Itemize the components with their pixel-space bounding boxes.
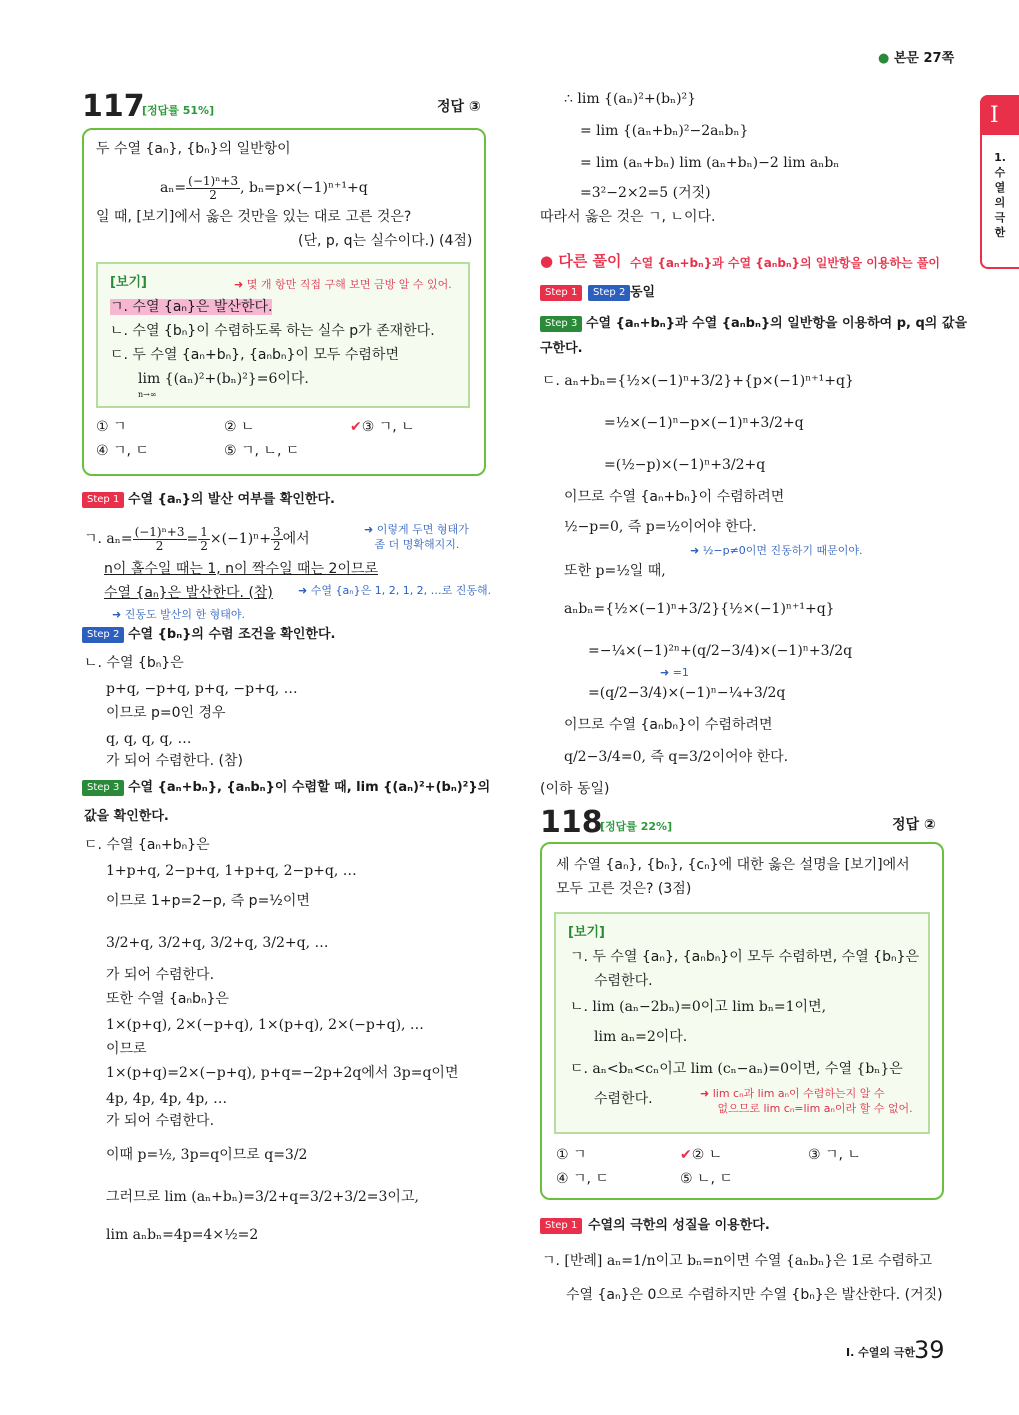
p118-question-line1: 세 수열 {aₙ}, {bₙ}, {cₙ}에 대한 옳은 설명을 [보기]에서	[556, 857, 910, 873]
p118-bogi-item1: ㄱ. 두 수열 {aₙ}, {aₙbₙ}이 모두 수렴하면, 수열 {bₙ}은	[570, 949, 919, 965]
arrow-icon: ➜	[234, 278, 244, 291]
alt-line11: q/2−3/4=0, 즉 q=3/2이어야 한다.	[564, 749, 789, 765]
p118-step1-title: 수열의 극한의 성질을 이용한다.	[588, 1218, 770, 1233]
problem-117-rate: [정답률 51%]	[142, 104, 215, 117]
p117-s3-line9: 1×(p+q)=2×(−p+q), p+q=−2p+2q에서 3p=q이면	[106, 1065, 459, 1081]
alt-title-text: 다른 풀이	[558, 252, 622, 270]
an-fraction	[186, 175, 240, 202]
chapter-roman: I	[990, 103, 999, 128]
b3note1-text: lim cₙ과 lim aₙ이 수렴하는지 알 수	[712, 1087, 885, 1100]
footer-chapter: Ⅰ. 수열의 극한	[846, 1346, 916, 1359]
p118-choice-5[interactable]: ⑤ ㄴ, ㄷ	[680, 1171, 733, 1187]
alt-line8: =−¼×(−1)²ⁿ+(q/2−3/4)×(−1)ⁿ+3/2q	[588, 643, 853, 659]
s1-end: 에서	[282, 531, 310, 547]
s1-note1: 이렇게 두면 형태가	[376, 523, 469, 536]
p117-s1-note	[364, 522, 469, 552]
problem-118-answer: 정답 ②	[892, 817, 936, 833]
frac-num: (−1)ⁿ+3	[134, 524, 185, 539]
tab-char: 극	[994, 211, 1006, 224]
alt-line5: ½−p=0, 즉 p=½이어야 한다.	[564, 519, 757, 535]
alt-line5-note	[690, 542, 863, 560]
p117-bogi-item2: ㄴ. 수열 {bₙ}이 수렴하도록 하는 실수 p가 존재한다.	[110, 323, 435, 339]
page-reference-text: 본문 27쪽	[893, 51, 955, 66]
s1-mid: ×(−1)ⁿ+	[209, 531, 271, 547]
p117-bogi-item4: lim {(aₙ)²+(bₙ)²}=6이다.	[138, 371, 309, 387]
p117-step1-tag: Step 1	[82, 492, 124, 508]
p118-question-line2: 모두 고른 것은? (3점)	[556, 881, 692, 897]
p117-choice-5[interactable]: ⑤ ㄱ, ㄴ, ㄷ	[224, 443, 300, 459]
checkmark-icon: ✔	[680, 1147, 692, 1163]
s1-note2: 좀 더 명확해지지.	[374, 538, 460, 551]
p117-s3-line4: 3/2+q, 3/2+q, 3/2+q, 3/2+q, …	[106, 935, 329, 951]
p118-s1-line2: 수열 {aₙ}은 0으로 수렴하지만 수열 {bₙ}은 발산한다. (거짓)	[566, 1287, 943, 1303]
arrow-icon: ➜	[298, 584, 308, 597]
s1-frac-half: $\frac{1}{2}$	[200, 524, 208, 553]
p118-choice-2[interactable]	[680, 1146, 722, 1164]
p117-s2-line5: 가 되어 수렴한다. (참)	[106, 753, 243, 769]
p117-choice-4[interactable]: ④ ㄱ, ㄷ	[96, 443, 149, 459]
tab-char: 의	[994, 196, 1006, 209]
p117-s3-line11: 가 되어 수렴한다.	[106, 1113, 215, 1129]
alt-step3-title: 수열 {aₙ+bₙ}과 수열 {aₙbₙ}의 일반항을 이용하여 p, q의 값을	[586, 316, 968, 331]
s1-note3-text: 수열 {aₙ}은 1, 2, 1, 2, …로 진동해.	[310, 584, 492, 597]
alt-same-text: 동일	[630, 285, 656, 300]
alt-solution-desc: 수열 {aₙ+bₙ}과 수열 {aₙbₙ}의 일반항을 이용하는 풀이	[630, 256, 941, 270]
tab-char: 한	[994, 226, 1006, 239]
a8note-text: =1	[672, 666, 689, 679]
p117-step3-title: 수열 {aₙ+bₙ}, {aₙbₙ}이 수렴할 때, lim {(aₙ)²+(bₙ)²}의	[128, 780, 491, 795]
p117-bogi-label: [보기]	[110, 275, 147, 290]
arrow-icon: ➜	[660, 666, 670, 679]
problem-118-number: 118	[540, 805, 603, 840]
p118-bogi-item1b: 수렴한다.	[594, 973, 653, 989]
p117-choice-2[interactable]: ② ㄴ	[224, 419, 255, 435]
p117-bogi-note	[234, 276, 452, 294]
alt-line1: ㄷ. aₙ+bₙ={½×(−1)ⁿ+3/2}+{p×(−1)ⁿ⁺¹+q}	[542, 373, 854, 389]
arrow-icon: ➜	[364, 523, 374, 536]
p118-choice-3[interactable]: ③ ㄱ, ㄴ	[808, 1147, 861, 1163]
problem-117-answer: 정답 ③	[437, 99, 481, 115]
p117-s3-line7: 1×(p+q), 2×(−p+q), 1×(p+q), 2×(−p+q), …	[106, 1017, 424, 1033]
p117-s2-line1: ㄴ. 수열 {bₙ}은	[84, 655, 184, 671]
p117-choice-1[interactable]: ① ㄱ	[96, 419, 127, 435]
r-line5: 따라서 옳은 것은 ㄱ, ㄴ이다.	[540, 209, 716, 225]
p118-bogi-item3b: 수렴한다.	[594, 1091, 653, 1107]
frac-den: 2	[209, 187, 217, 202]
p118-bogi-note	[700, 1086, 913, 1116]
p117-bogi-item1	[110, 298, 272, 316]
chapter-tab-header	[980, 95, 1019, 135]
checkmark-icon: ✔	[350, 419, 362, 435]
page-number: 39	[914, 1336, 945, 1364]
p118-bogi-item2: ㄴ. lim (aₙ−2bₙ)=0이고 lim bₙ=1이면,	[570, 999, 827, 1015]
p117-s1-note4	[112, 606, 245, 624]
lim-subscript: n→∞	[138, 390, 157, 399]
circle-icon: ●	[540, 252, 554, 270]
alt-step1-tag: Step 1	[540, 285, 582, 301]
p118-choice-1[interactable]: ① ㄱ	[556, 1147, 587, 1163]
p117-step2-tag: Step 2	[82, 627, 124, 643]
arrow-icon: ➜	[690, 544, 700, 557]
choice-3-text: ③ ㄱ, ㄴ	[361, 419, 415, 435]
p117-s3-line3: 이므로 1+p=2−p, 즉 p=½이면	[106, 893, 310, 909]
alt-line3: =(½−p)×(−1)ⁿ+3/2+q	[604, 457, 766, 473]
p117-s3-line13: 그러므로 lim (aₙ+bₙ)=3/2+q=3/2+3/2=3이고,	[106, 1189, 419, 1205]
arrow-icon: ➜	[700, 1087, 710, 1100]
s1-note4-text: 진동도 발산의 한 형태야.	[124, 608, 245, 621]
alt-line6: 또한 p=½일 때,	[564, 563, 666, 579]
r-line2: = lim {(aₙ+bₙ)²−2aₙbₙ}	[580, 123, 749, 139]
p117-s1-line2: n이 홀수일 때는 1, n이 짝수일 때는 2이므로	[104, 561, 379, 577]
p117-step1-title: 수열 {aₙ}의 발산 여부를 확인한다.	[128, 492, 335, 507]
p117-s3-line8: 이므로	[106, 1041, 147, 1057]
problem-117-number: 117	[82, 89, 145, 124]
alt-step3-title2: 구한다.	[540, 341, 583, 356]
s1-eq: =	[186, 531, 199, 547]
problem-118-rate: [정답률 22%]	[600, 820, 673, 833]
p117-step3-tag: Step 3	[82, 780, 124, 796]
p117-question-line2	[160, 170, 368, 206]
p117-s2-line3: 이므로 p=0인 경우	[106, 705, 226, 721]
bogi1-text: ㄱ. 수열 {aₙ}은 발산한다.	[110, 299, 273, 315]
bogi-note-text: 몇 개 항만 직접 구해 보면 금방 알 수 있어.	[246, 278, 452, 291]
alt-line8-note	[660, 664, 689, 682]
p117-s2-line4: q, q, q, q, …	[106, 731, 192, 747]
p118-bogi-item3: ㄷ. aₙ<bₙ<cₙ이고 lim (cₙ−aₙ)=0이면, 수열 {bₙ}은	[570, 1061, 903, 1077]
p117-s3-line6: 또한 수열 {aₙbₙ}은	[106, 991, 229, 1007]
p118-bogi-label: [보기]	[568, 925, 605, 940]
p117-choice-3[interactable]	[350, 418, 415, 436]
p117-s3-line2: 1+p+q, 2−p+q, 1+p+q, 2−p+q, …	[106, 863, 357, 879]
a5note-text: ½−p≠0이면 진동하기 때문이야.	[702, 544, 863, 557]
p117-s1-line3: 수열 {aₙ}은 발산한다. (참)	[104, 585, 273, 601]
r-line4: =3²−2×2=5 (거짓)	[580, 185, 711, 201]
arrow-icon: ➜	[112, 608, 122, 621]
alt-line2: =½×(−1)ⁿ−p×(−1)ⁿ+3/2+q	[604, 415, 804, 431]
p118-s1-line1: ㄱ. [반례] aₙ=1/n이고 bₙ=n이면 수열 {aₙbₙ}은 1로 수렴하고	[542, 1253, 933, 1269]
p117-step3-title2: 값을 확인한다.	[84, 809, 169, 824]
b3note2-text: 없으므로 lim cₙ=lim aₙ이라 할 수 없어.	[717, 1102, 913, 1115]
r-line3: = lim (aₙ+bₙ) lim (aₙ+bₙ)−2 lim aₙbₙ	[580, 155, 840, 171]
p117-s3-line14: lim aₙbₙ=4p=4×½=2	[106, 1227, 259, 1243]
p117-question-line1: 두 수열 {aₙ}, {bₙ}의 일반항이	[96, 141, 291, 157]
p117-s1-note3	[298, 582, 491, 600]
p117-s3-line1: ㄷ. 수열 {aₙ+bₙ}은	[84, 837, 210, 853]
p118-choice-4[interactable]: ④ ㄱ, ㄷ	[556, 1171, 609, 1187]
p118-step1-tag: Step 1	[540, 1218, 582, 1234]
alt-line12: (이하 동일)	[540, 781, 610, 797]
alt-solution-title	[540, 252, 622, 270]
s1-an: ㄱ. aₙ=	[84, 531, 133, 547]
r-line1: ∴ lim {(aₙ)²+(bₙ)²}	[564, 91, 697, 107]
p117-step2-title: 수열 {bₙ}의 수렴 조건을 확인한다.	[128, 627, 336, 642]
tab-char: 1.	[994, 151, 1006, 164]
p117-question-line4: (단, p, q는 실수이다.) (4점)	[298, 233, 473, 249]
bn-def: , bₙ=p×(−1)ⁿ⁺¹+q	[240, 180, 368, 196]
p118-bogi-item2b: lim aₙ=2이다.	[594, 1029, 688, 1045]
p117-s3-line10: 4p, 4p, 4p, 4p, …	[106, 1091, 228, 1107]
page-reference	[878, 50, 954, 68]
p117-s2-line2: p+q, −p+q, p+q, −p+q, …	[106, 681, 298, 697]
p117-s3-line12: 이때 p=½, 3p=q이므로 q=3/2	[106, 1147, 308, 1163]
alt-step3-tag: Step 3	[540, 316, 582, 332]
tab-char: 열	[994, 181, 1006, 194]
p117-bogi-item3: ㄷ. 두 수열 {aₙ+bₙ}, {aₙbₙ}이 모두 수렴하면	[110, 347, 399, 363]
alt-line10: 이므로 수열 {aₙbₙ}이 수렴하려면	[564, 717, 773, 733]
alt-line9: =(q/2−3/4)×(−1)ⁿ−¼+3/2q	[588, 685, 786, 701]
alt-line7: aₙbₙ={½×(−1)ⁿ+3/2}{½×(−1)ⁿ⁺¹+q}	[564, 601, 835, 617]
tab-char: 수	[994, 166, 1006, 179]
p117-s1-line1	[84, 522, 310, 556]
alt-line4: 이므로 수열 {aₙ+bₙ}이 수렴하려면	[564, 489, 785, 505]
an-def: aₙ=	[160, 180, 187, 196]
p117-s3-line5: 가 되어 수렴한다.	[106, 967, 215, 983]
alt-step2-tag: Step 2	[588, 285, 630, 301]
circle-icon: ●	[878, 51, 890, 66]
s1-frac1	[133, 526, 187, 553]
choice-2-text: ② ㄴ	[691, 1147, 723, 1163]
p117-question-line3: 일 때, [보기]에서 옳은 것만을 있는 대로 고른 것은?	[96, 209, 412, 225]
chapter-vertical-title	[990, 150, 1010, 240]
frac-num: (−1)ⁿ+3	[188, 173, 239, 188]
s1-frac-3half: $\frac{3}{2}$	[272, 524, 281, 553]
frac-den: 2	[155, 538, 164, 553]
